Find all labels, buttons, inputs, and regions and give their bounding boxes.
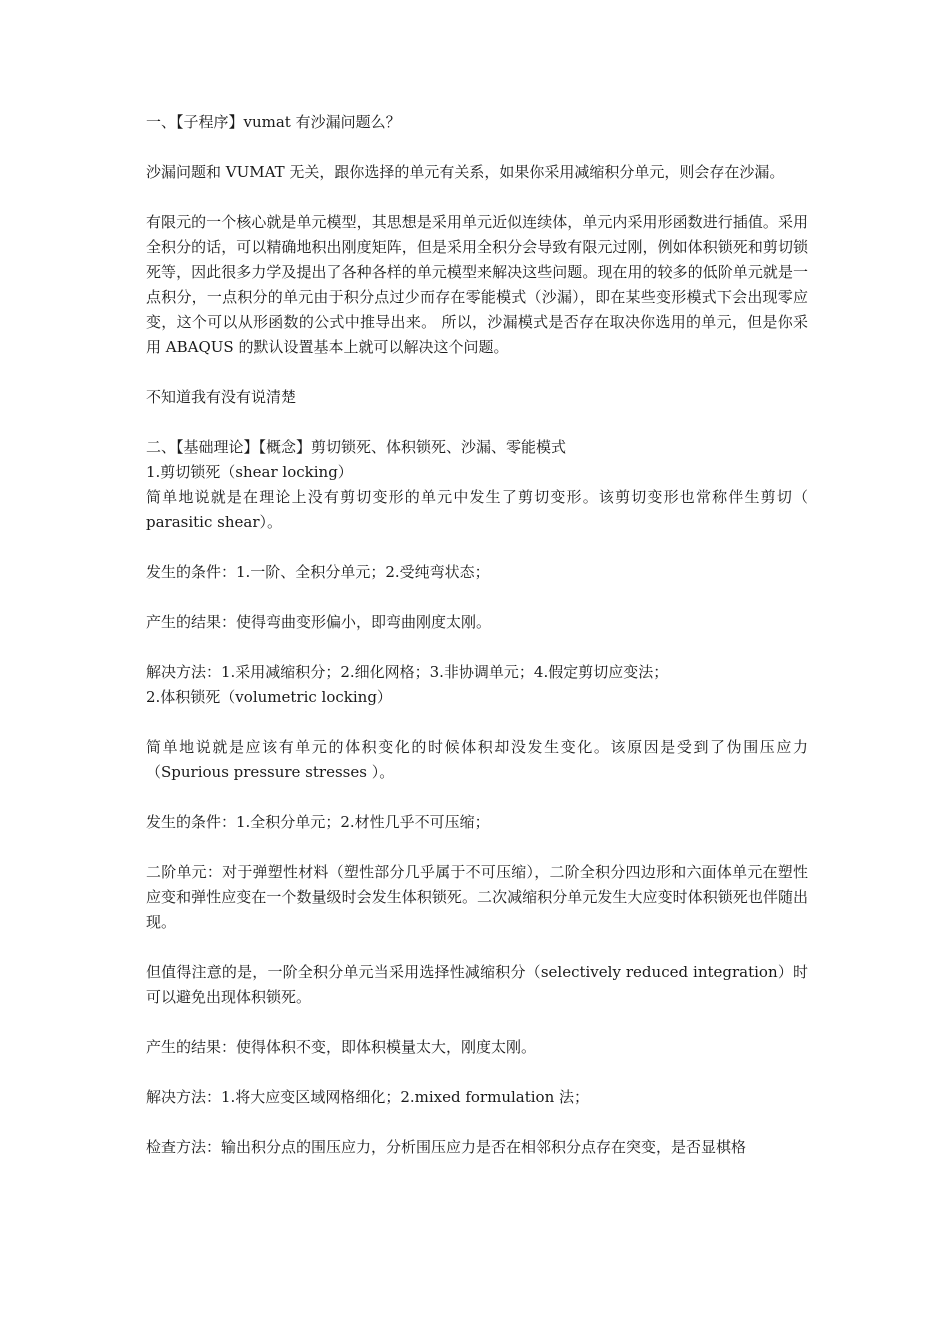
heading-1: 一、【子程序】vumat 有沙漏问题么？ — [146, 113, 401, 131]
paragraph: 产生的结果：使得体积不变，即体积模量太大，刚度太刚。 — [146, 1038, 537, 1056]
paragraph: 有限元的一个核心就是单元模型，其思想是采用单元近似连续体，单元内采用形函数进行插值。采用全积分的话，可以精确地积出刚度矩阵，但是采用全积分会导致有限元过刚，例如体积锁死和剪切锁死等，因此很多力学及提出了各种各样的单元模型来解决这些问题。现在用的较多的低阶单元就是一点积分，一点积分的单元由于积分点过少而存在零能模式（沙漏），即在某些变形模式下会出现零应变，这个可以从形函数的公式中推导出来。 所以，沙漏模式是否存在取决你选用的单元，但是你采用 ABAQUS 的默认设置基本上就可以解决这个问题。 — [146, 213, 808, 356]
spacer — [146, 135, 808, 160]
paragraph: 但值得注意的是，一阶全积分单元当采用选择性减缩积分（selectively reduced integration）时可以避免出现体积锁死。 — [146, 963, 808, 1006]
paragraph: 沙漏问题和 VUMAT 无关，跟你选择的单元有关系，如果你采用减缩积分单元，则会存在沙漏。 — [146, 163, 785, 181]
spacer — [146, 1110, 808, 1135]
paragraph: 发生的条件：1.一阶、全积分单元；2.受纯弯状态； — [146, 563, 490, 581]
spacer — [146, 1010, 808, 1035]
spacer — [146, 835, 808, 860]
document-body — [146, 110, 808, 1160]
spacer — [146, 635, 808, 660]
paragraph: 解决方法：1.将大应变区域网格细化；2.mixed formulation 法； — [146, 1088, 590, 1106]
paragraph: 检查方法：输出积分点的围压应力，分析围压应力是否在相邻积分点存在突变，是否显棋格 — [146, 1138, 747, 1156]
paragraph: 产生的结果：使得弯曲变形偏小，即弯曲刚度太刚。 — [146, 613, 492, 631]
spacer — [146, 1060, 808, 1085]
paragraph: 解决方法：1.采用减缩积分；2.细化网格；3.非协调单元；4.假定剪切应变法； — [146, 663, 669, 681]
paragraph: 二阶单元：对于弹塑性材料（塑性部分几乎属于不可压缩），二阶全积分四边形和六面体单元在塑性应变和弹性应变在一个数量级时会发生体积锁死。二次减缩积分单元发生大应变时体积锁死也伴随出现。 — [146, 863, 808, 931]
heading-2: 二、【基础理论】【概念】剪切锁死、体积锁死、沙漏、零能模式 — [146, 438, 567, 456]
spacer — [146, 360, 808, 385]
spacer — [146, 785, 808, 810]
spacer — [146, 585, 808, 610]
subheading-shear-locking: 1.剪切锁死（shear locking） — [146, 463, 353, 481]
paragraph: 不知道我有没有说清楚 — [146, 388, 297, 406]
spacer — [146, 535, 808, 560]
paragraph: 发生的条件：1.全积分单元；2.材性几乎不可压缩； — [146, 813, 490, 831]
paragraph: 简单地说就是在理论上没有剪切变形的单元中发生了剪切变形。该剪切变形也常称伴生剪切（ parasitic shear）。 — [146, 488, 808, 531]
spacer — [146, 185, 808, 210]
subheading-volumetric-locking: 2.体积锁死（volumetric locking） — [146, 688, 392, 706]
spacer — [146, 935, 808, 960]
paragraph: 简单地说就是应该有单元的体积变化的时候体积却没发生变化。该原因是受到了伪围压应力（Spurious pressure stresses ）。 — [146, 738, 808, 781]
spacer — [146, 410, 808, 435]
spacer — [146, 710, 808, 735]
